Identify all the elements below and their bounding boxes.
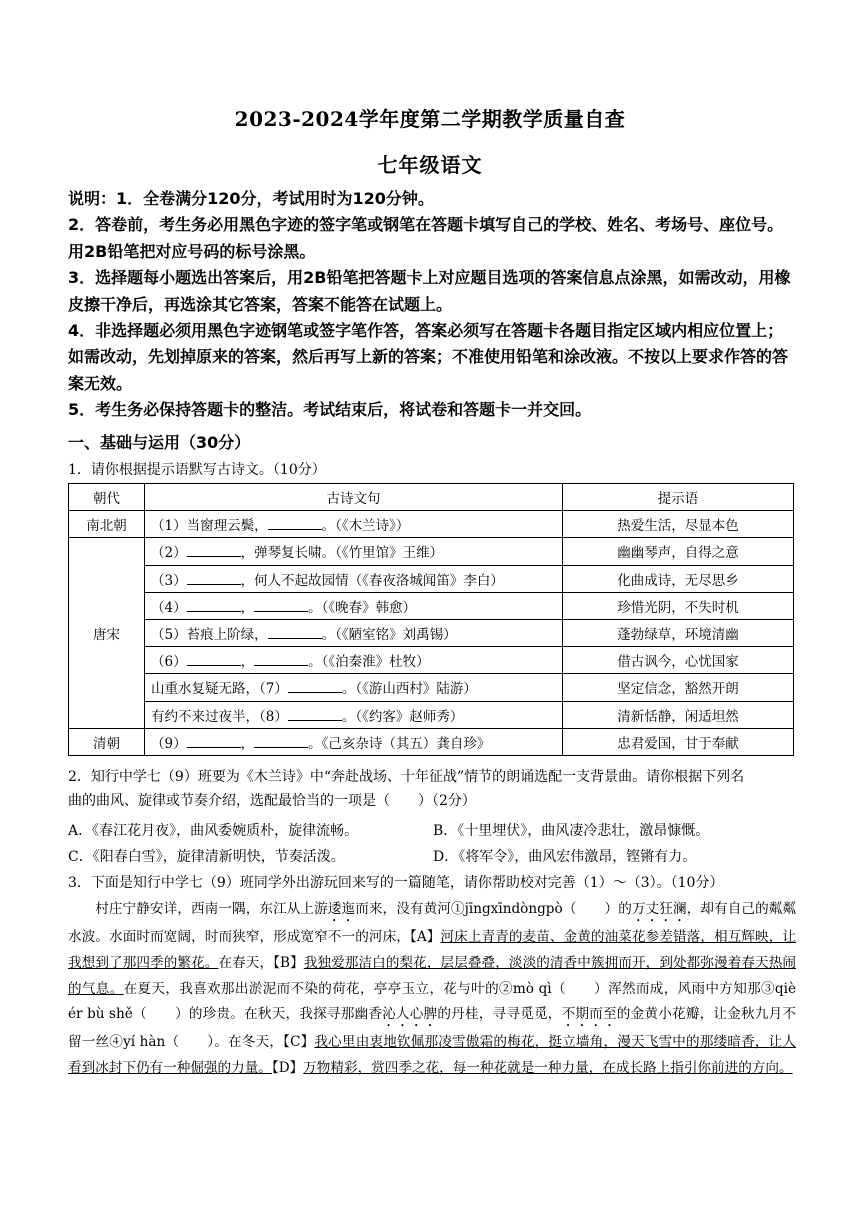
dotted-word: 不期而至 [561,1006,617,1023]
answer-blank[interactable] [288,708,342,721]
poem-cell [145,674,563,701]
hint-cell: 忠君爱国，甘于奉献 [563,728,794,755]
instruction-2: 2．答卷前，考生务必用黑色字迹的签字笔或钢笔在答题卡填写自己的学校、姓名、考场号、座位号。用2B铅笔把对应号码的标号涂黑。 [68,215,784,261]
dotted-word: 沁人心脾 [382,1006,438,1023]
pinyin-2: mò qì [512,980,552,997]
passage-text: 【D】 [271,1060,304,1077]
table-row [69,511,794,538]
answer-blank[interactable] [187,653,241,666]
table-row [69,538,794,565]
exam-subject: 七年级语文 [377,153,483,177]
answer-blank[interactable] [187,599,241,612]
option-b[interactable]: B．《十里埋伏》，曲风凄冷悲壮，激昂慷慨。 [433,823,710,839]
sentence-b: 我独爱那洁白的梨花，层层叠叠，淡淡的清香中簇拥而开，到处都弥漫着春天热闹的气息。 [68,954,796,997]
poem-text: 。（《陋室铭》刘禹锡） [321,627,457,644]
poem-table [68,483,794,756]
question-2-line-2: 曲的曲风、旋律或节奏介绍，选配最恰当的一项是（ ）（2分） [68,793,476,809]
sentence-d: 万物精彩，赏四季之花，每一种花就是一种力量，在成长路上指引你前进的方向。 [303,1060,793,1077]
question-2-line-1: 2．知行中学七（9）班要为《木兰诗》中“奔赴战场、十年征战”情节的朗诵选配一支背景曲。请你根据下列名 [68,769,745,785]
passage-text: 在春天，【B】 [218,954,304,971]
passage-text: 村庄宁静安详，西南一隅，东江从上游 [95,901,328,917]
poem-text: ，弹琴复长啸。（《竹里馆》王维） [240,545,444,562]
poem-cell [145,728,563,755]
poem-text: （3） [151,572,187,589]
answer-blank[interactable] [187,735,241,748]
option-a[interactable]: A．《春江花月夜》，曲风委婉质朴，旋律流畅。 [68,823,359,839]
passage-text: 在夏天，我喜欢那出淤泥而不染的荷花，亭亭玉立，花与叶的② [123,980,513,997]
poem-text: （6） [151,654,187,671]
passage-text: ，却有自己的粼粼水波。水面时而宽阔，时而狭窄，形成宽窄不一的河床，【A】 [68,901,797,945]
table-row [69,728,794,755]
question-2-prompt [68,765,798,813]
instruction-1: 说明：1．全卷满分120分，考试用时为120分钟。 [68,189,434,208]
poem-cell [145,647,563,674]
poem-text: 。《己亥杂诗（其五）龚自珍》 [308,735,491,752]
section-heading: 一、基础与运用（30分） [68,433,251,452]
header-era: 朝代 [69,484,145,511]
sentence-c: 我心里由衷地钦佩那凌雪傲霜的梅花，挺立墙角，漫天飞雪中的那缕暗香，让人看到冰封下仍有一种倔强的力量。 [68,1034,796,1077]
era-cell: 南北朝 [69,511,145,538]
answer-blank[interactable] [254,599,308,612]
passage-text: 。在冬天，【C】 [214,1034,315,1051]
poem-text: 。（《约客》赵师秀） [341,708,464,725]
instructions [68,186,794,424]
hint-cell: 坚定信念，豁然开朗 [563,674,794,701]
table-row [69,592,794,619]
poem-cell [145,619,563,646]
poem-text: ，何人不起故园情（《春夜洛城闻笛》李白） [240,572,504,589]
answer-blank[interactable] [187,544,241,557]
poem-cell [145,565,563,592]
poem-text: 。（《晚春》韩愈） [308,599,417,616]
poem-text: （2） [151,545,187,562]
hint-cell: 化曲成诗，无尽思乡 [563,565,794,592]
era-cell: 清朝 [69,728,145,755]
hint-cell: 热爱生活，尽显本色 [563,511,794,538]
poem-text: ， [240,599,255,616]
poem-cell [145,538,563,565]
poem-text: 。（《游山西村》陆游） [341,681,477,698]
passage-text: 的丹桂，寻寻觅觅， [437,1006,562,1023]
passage-text: 的金黄小花瓣，让金秋九月不留一丝④ [68,1006,797,1051]
instruction-4: 4．非选择题必须用黑色字迹钢笔或签字笔作答，答案必须写在答题卡各题目指定区域内相应位置上；如需改动，先划掉原来的答案，然后再写上新的答案；不准使用铅笔和涂改液。不按以上要求作答的答案无效。 [68,321,789,393]
hint-cell: 珍惜光阴，不失时机 [563,592,794,619]
instruction-5: 5．考生务必保持答题卡的整洁。考试结束后，将试卷和答题卡一并交回。 [68,400,592,420]
poem-text: 。（《泊秦淮》杜牧） [308,654,430,671]
poem-text: ， [240,735,255,752]
dotted-word: 万丈狂澜 [631,901,687,917]
header-lines: 古诗文句 [145,484,563,511]
poem-cell [145,701,563,728]
hint-cell: 清新恬静，闲适坦然 [563,701,794,728]
poem-text: 有约不来过夜半，（8） [151,708,288,725]
poem-text: ， [240,654,255,671]
answer-blank[interactable] [288,680,342,693]
sentence-a: 河床上青青的麦苗、金黄的油菜花参差错落，相互辉映，让我想到了那四季的繁花。 [68,929,797,971]
passage-text: 的 [618,901,632,917]
answer-blank[interactable] [268,626,322,639]
pinyin-3: qiè ér bù shě [68,980,797,1023]
pinyin-1: jīngxīndòngpò [464,901,563,917]
hint-cell: 幽幽琴声，自得之意 [563,538,794,565]
essay-passage [68,897,796,1082]
option-c[interactable]: C．《阳春白雪》，旋律清新明快，节奏活泼。 [68,849,345,865]
passage-text: 浑然而成，风雨中方知那③ [608,980,775,997]
table-row [69,647,794,674]
table-row [69,674,794,701]
dotted-word: 逶迤 [327,901,356,917]
header-hint: 提示语 [563,484,794,511]
poem-text: 。（《木兰诗》） [321,518,410,535]
table-row [69,701,794,728]
table-row [69,565,794,592]
exam-title: 2023-2024学年度第二学期教学质量自查 [234,107,626,131]
poem-cell [145,511,563,538]
table-row [69,619,794,646]
question-3-prompt: 3．下面是知行中学七（9）班同学外出游玩回来写的一篇随笔，请你帮助校对完善（1）～（3）。（10分） [68,875,724,891]
answer-blank[interactable] [254,653,308,666]
hint-cell: 蓬勃绿草，环境清幽 [563,619,794,646]
poem-text: （9） [151,735,187,752]
option-d[interactable]: D．《将军令》，曲风宏伟激昂，铿锵有力。 [433,849,697,865]
answer-blank[interactable] [268,517,322,530]
hint-cell: 借古讽今，心忧国家 [563,647,794,674]
passage-paragraph: 村庄宁静安详，西南一隅，东江从上游逶迤而来，没有黄河①jīngxīndòngpò（ ）的万丈狂澜，却有自己的粼粼水波。水面时而宽阔，时而狭窄，形成宽窄不一的河床，【A】河床上青青的麦苗、金黄的油菜花参差错落，相互辉映，让我想到了那四季的繁花。在春天，【B】我独爱那洁白的梨花，层层叠叠，淡淡的清香中簇拥而开，到处都弥漫着春天热闹的气息。在夏天，我喜欢那出淤泥而不染的荷花，亭亭玉立，花与叶的②mò qì（ ）浑然而成，风雨中方知那③qiè ér bù shě（ ）的珍贵。在秋天，我探寻那幽香沁人心脾的丹桂，寻寻觅觅，不期而至的金黄小花瓣，让金秋九月不留一丝④yí hàn（ ）。在冬天，【C】我心里由衷地钦佩那凌雪傲霜的梅花，挺立墙角，漫天飞雪中的那缕暗香，让人看到冰封下仍有一种倔强的力量。【D】万物精彩，赏四季之花，每一种花就是一种力量，在成长路上指引你前进的方向。 [68,901,797,1077]
answer-blank[interactable] [187,572,241,585]
poem-text: （5）苔痕上阶绿， [151,627,268,644]
poem-text: 山重水复疑无路，（7） [151,681,288,698]
poem-cell [145,592,563,619]
table-header-row [69,484,794,511]
passage-text: 而来，没有黄河① [355,901,465,917]
instruction-3: 3．选择题每小题选出答案后，用2B铅笔把答题卡上对应题目选项的答案信息点涂黑，如需改动，用橡皮擦干净后，再选涂其它答案，答案不能答在试题上。 [68,268,791,314]
pinyin-4: yí hàn [123,1034,166,1051]
poem-text: （1）当窗理云鬓， [151,518,268,535]
era-cell: 唐宋 [69,538,145,728]
question-1-prompt: 1．请你根据提示语默写古诗文。（10分） [68,462,326,478]
passage-text: 的珍贵。在秋天，我探寻那幽香 [188,1006,383,1023]
answer-blank[interactable] [254,735,308,748]
poem-text: （4） [151,599,187,616]
